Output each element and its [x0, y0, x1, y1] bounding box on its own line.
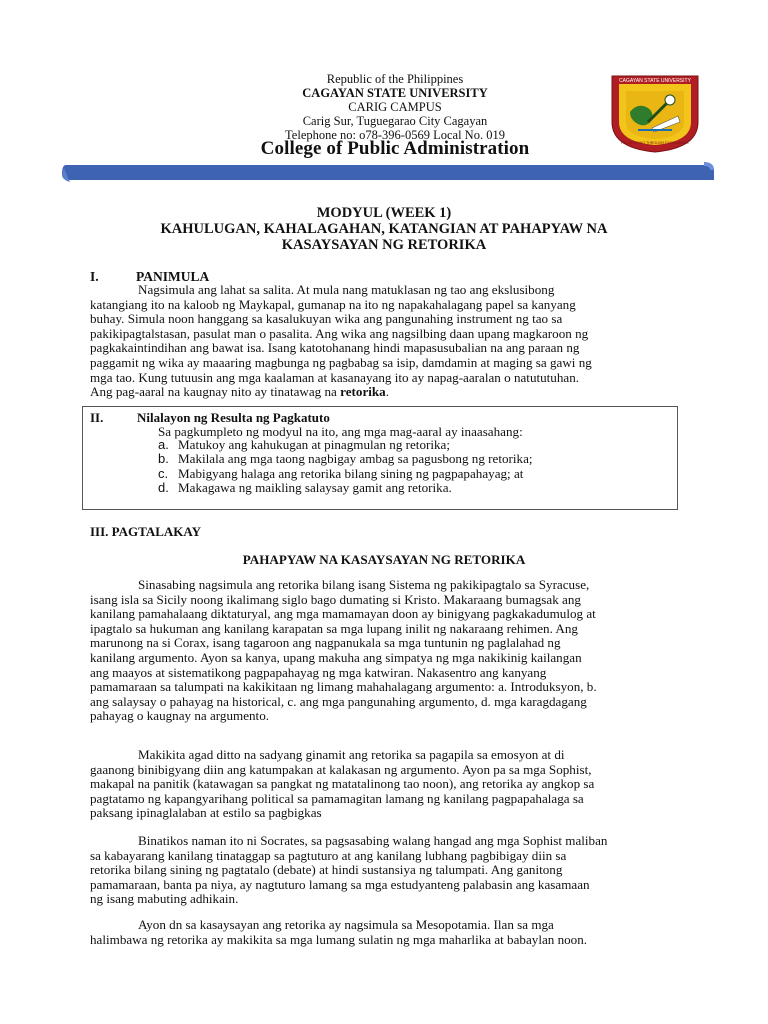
- letterhead: [190, 72, 600, 142]
- p1-line: Sinasabing nagsimula ang retorika bilang isang Sistema ng pakikipagtalo sa Syracuse,: [138, 577, 590, 592]
- s1-line: pagkakaintindihan ang bawat isa. Isang katotohanang hindi mapasusubalian na ang paraan ng: [90, 340, 580, 356]
- objectives-list: [158, 438, 533, 495]
- paragraph-2: [90, 748, 690, 821]
- item-text: Makagawa ng maikling salaysay gamit ang retorika.: [178, 479, 452, 495]
- p3-line: sa kabayarang kanilang tinataggap sa pagtuturo at ang kanilang lubhang pagbibigay diin sa: [90, 847, 567, 863]
- section2-number: II.: [90, 410, 104, 425]
- p2-line: pagtatamo ng kapangyarihang political sa pamamagitan lamang ng kanilang pagpapahalaga sa: [90, 790, 584, 806]
- p1-line: pahayag o kaugnay na argumento.: [90, 708, 270, 724]
- s1-line: katangiang ito na kaloob ng Maykapal, gumanap na ito ng napakahalagang papel sa kanyang: [90, 296, 576, 312]
- p1-line: pamamaraan sa talumpati na kakikitaan ng limang mahahalagang argumento: a. Introduksyon, b.: [90, 679, 597, 695]
- s1-line: Nagsimula ang lahat sa salita. At mula nang matuklasan ng tao ang ekslusibong: [138, 282, 555, 297]
- p1-line: isang isla sa Sicily noong ikalimang siglo bago dumating si Kristo. Makaraang bumagsak ang: [90, 591, 581, 607]
- section2-title: Nilalayon ng Resulta ng Pagkatuto: [137, 410, 330, 425]
- p1-line: ang maayos at sistematikong pagpapahayag ng mga katwiran. Nakasentro ang kanyang: [90, 664, 547, 680]
- item-text: Matukoy ang kahukugan at pinagmulan ng retorika;: [178, 437, 450, 452]
- item-text: Mabigyang halaga ang retorika bilang sining ng pagpapahayag; at: [178, 465, 524, 481]
- item-letter: b.: [158, 451, 169, 467]
- republic-line: Republic of the Philippines: [326, 72, 464, 86]
- p2-line: gaanong binibigyang diin ang katumpakan at kalakasan ng argumento. Ayon pa sa mga Sophist,: [90, 761, 592, 777]
- section1-number: I.: [90, 269, 99, 284]
- p1-line: marunong na si Corax, isang tagaroon ang nagpanukala sa mga tuntunin ng paglalahad ng: [90, 635, 561, 651]
- section3-subheading: PAHAPYAW NA KASAYSAYAN NG RETORIKA: [242, 552, 526, 567]
- section1-title: PANIMULA: [136, 269, 210, 284]
- header-banner: [60, 160, 716, 184]
- objectives-intro: Sa pagkumpleto ng modyul na ito, ang mga mag-aaral ay inaasahang:: [158, 424, 523, 439]
- p3-line: Binatikos naman ito ni Socrates, sa pagsasabing walang hangad ang mga Sophist maliban: [138, 833, 608, 848]
- seal-top-text: CAGAYAN STATE UNIVERSITY: [619, 78, 691, 84]
- university-seal-logo: [608, 72, 702, 154]
- list-item: [158, 481, 533, 495]
- list-item: [158, 452, 533, 466]
- p1-line: kanilang pamahalaang diktaturyal, ang mga mamamayan doon ay binigyang pagkakadumulog at: [90, 606, 596, 622]
- paragraph-4: [90, 918, 690, 947]
- college-name: College of Public Administration: [260, 138, 530, 159]
- item-letter: c.: [158, 465, 169, 481]
- section3-heading: III. PAGTALAKAY: [90, 524, 202, 539]
- s1-line: mga tao. Kung tutuusin ang mga kaalaman at kasanayang ito ay napag-aaralan o natututuhan.: [90, 369, 580, 385]
- p1-line: ipagtalo sa hukuman ang kanilang karapatan sa mga lupang inilit ng nakaraang rehimen. Ang: [90, 620, 578, 636]
- item-text: Makilala ang mga taong nagbigay ambag sa pagusbong ng retorika;: [178, 451, 533, 467]
- retorika-bold: retorika: [340, 384, 386, 400]
- s1-line: Ang pag-aaral na kaugnay nito ay tinatawag na: [90, 384, 337, 400]
- s1-line: buhay. Simula noon hanggang sa kasalukuyan wika ang pangunahing instrument ng tao sa: [90, 311, 563, 327]
- p3-line: retorika bilang sining ng pagtatalo (debate) at hindi sustansiya ng talumpati. Ang ganitong: [90, 862, 563, 878]
- p2-line: paksang ipinaglalaban at estilo sa pagbigkas: [90, 805, 322, 821]
- list-item: [158, 467, 533, 481]
- module-week: MODYUL (WEEK 1): [316, 205, 452, 221]
- item-letter: a.: [158, 437, 169, 452]
- s1-line: pakikipagtalstasan, pasulat man o pasalita. Ang wika ang nagsilbing daan upang magkaroon ng: [90, 325, 589, 341]
- end-period: .: [385, 384, 390, 400]
- address-line: Carig Sur, Tuguegarao City Cagayan: [302, 114, 488, 128]
- p3-line: ng isang mabuting adhikain.: [90, 891, 239, 907]
- paragraph-3: [90, 834, 690, 907]
- module-title-line1: KAHULUGAN, KAHALAGAHAN, KATANGIAN AT PAHAPYAW NA: [160, 221, 608, 237]
- p2-line: makapal na panitik (katawagan sa pangkat ng matatalinong tao noon), ang retorika ay angkop sa: [90, 776, 595, 792]
- item-letter: d.: [158, 479, 169, 495]
- section1-paragraph: [90, 283, 680, 400]
- p3-line: pamamaraan, banta pa niya, ay nagtuturo lamang sa mga estudyanteng palabasin ang kasamaan: [90, 876, 590, 892]
- campus-name: CARIG CAMPUS: [348, 100, 442, 114]
- p1-line: kanilang argumento. Ayon sa kanya, upang makuha ang simpatya ng mga nakikinig kailangan: [90, 649, 582, 665]
- university-name: CAGAYAN STATE UNIVERSITY: [302, 86, 488, 100]
- list-item: [158, 438, 533, 452]
- telephone-line: Telephone no: o78-396-0569 Local No. 019: [285, 128, 505, 142]
- p2-line: Makikita agad ditto na sadyang ginamit ang retorika sa pagapila sa emosyon at di: [138, 747, 565, 762]
- paragraph-1: [90, 578, 690, 724]
- s1-line: paggamit ng wika ay maaaring magbunga ng pagbabag sa isip, damdamin at maging sa gawi ng: [90, 354, 592, 370]
- module-title-line2: KASAYSAYAN NG RETORIKA: [281, 237, 487, 253]
- p1-line: ang salaysay o pahayag na historical, c. ang mga pangunahing argumento, d. mga karagdagang: [90, 693, 587, 709]
- p4-line: halimbawa ng retorika ay makikita sa mga lumang sulatin ng mga maharlika at babaylan noon.: [90, 931, 588, 947]
- seal-bottom-text: PROSPERING THROUGH EXCELLENCE: [621, 141, 689, 145]
- p4-line: Ayon dn sa kasaysayan ang retorika ay nagsimula sa Mesopotamia. Ilan sa mga: [138, 917, 554, 932]
